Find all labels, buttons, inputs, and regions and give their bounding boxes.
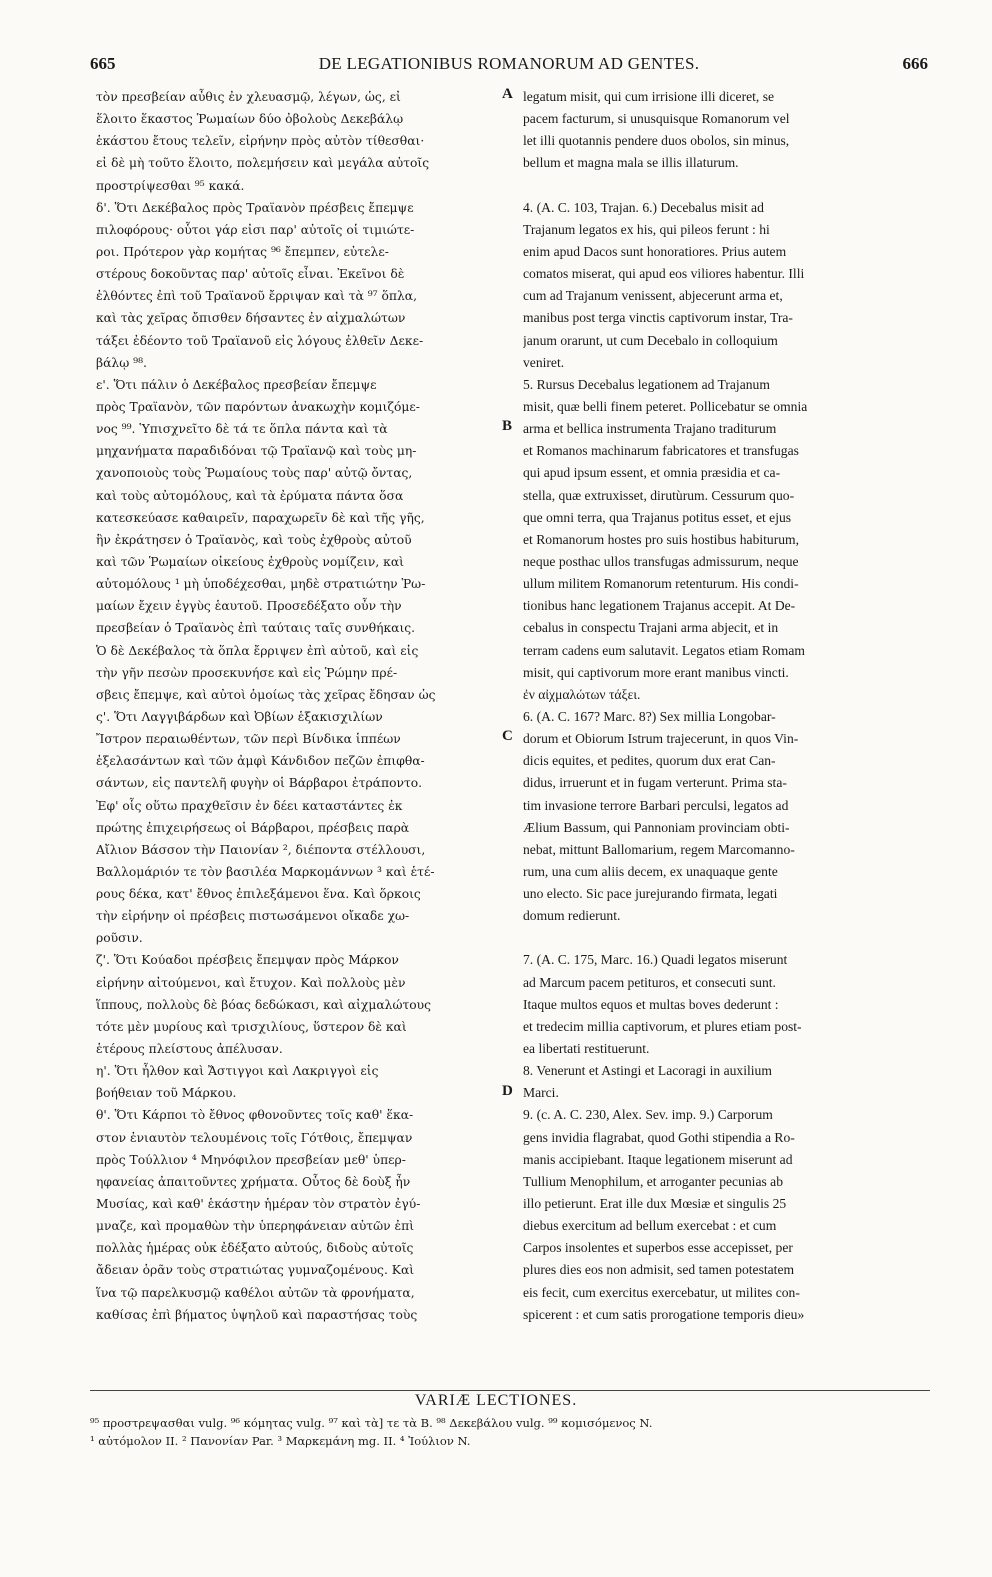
greek-text-line: Μυσίας, καὶ καθ' ἑκάστην ἡμέραν τὸν στρατὸν ἐγύ- (96, 1197, 421, 1212)
latin-text-line: cum ad Trajanum venissent, abjecerunt arma et, (523, 288, 783, 304)
latin-text-line: terram cadens eum salutavit. Legatos etiam Romam (523, 642, 805, 658)
greek-text-line: ζ'. Ὅτι Κούαδοι πρέσβεις ἔπεμψαν πρὸς Μάρκον (96, 953, 399, 968)
latin-text-line: nebat, mittunt Ballomarium, regem Marcomanno- (523, 841, 795, 857)
footnote-line: ⁹⁵ προστρεψασθαι vulg. ⁹⁶ κόμητας vulg. ⁹⁷ καὶ τὰ] τε τὰ B. ⁹⁸ Δεκεβάλου vulg. ⁹⁹ κομισόμενος N. (90, 1416, 653, 1430)
greek-text-line: ἵππους, πολλοὺς δὲ βόας δεδώκασι, καὶ αἰχμαλώτους (96, 997, 432, 1012)
latin-text-line: illo petierunt. Erat ille dux Mœsiæ et singulis 25 (523, 1196, 787, 1212)
latin-text-line: Ælium Bassum, qui Pannoniam provinciam obti- (523, 819, 790, 835)
greek-text-line: αὐτομόλους ¹ μὴ ὑποδέχεσθαι, μηδὲ στρατιώτην Ῥω- (96, 577, 426, 592)
latin-text-line: qui apud ipsum essent, et omnia præsidia et ca- (523, 465, 781, 481)
latin-text-line: gens invidia flagrabat, quod Gothi stipendia a Ro- (523, 1129, 795, 1145)
greek-text-line: πρὸς Τραϊανὸν, τῶν παρόντων ἀνακωχὴν κομιζόμε- (96, 399, 420, 414)
greek-text-line: ηφανείας ἀπαιτοῦντες χρήματα. Οὗτος δὲ δοὺξ ἦν (96, 1174, 411, 1189)
greek-text-line: πρεσβείαν ὁ Τραϊανὸς ἐπὶ ταύταις ταῖς συνθήκαις. (96, 621, 416, 636)
latin-text-line: plures dies eos non admisit, sed tamen potestatem (523, 1262, 795, 1278)
greek-column (96, 86, 498, 1326)
latin-text-line: uno electo. Sic pace jurejurando firmata, legati (523, 886, 778, 902)
running-title: DE LEGATIONIBUS ROMANORUM AD GENTES. (318, 54, 700, 73)
greek-text-line: πρὸς Τούλλιον ⁴ Μηνόφιλον πρεσβείαν μεθ' ὑπερ- (96, 1152, 406, 1167)
greek-text-line: ἄδειαν ὁρᾶν τοὺς στρατιώτας γυμναζομένους. Καὶ (96, 1263, 415, 1278)
greek-text-line: ἐξελασάντων καὶ τῶν ἀμφὶ Κάνδιδον πεζῶν ἐπιφθα- (96, 754, 425, 769)
latin-text-line: 9. (c. A. C. 230, Alex. Sev. imp. 9.) Carporum (523, 1107, 773, 1123)
footnotes (90, 1414, 930, 1450)
greek-text-line: στέρους δοκοῦντας παρ' αὐτοῖς εἶναι. Ἐκεῖνοι δὲ (96, 267, 405, 282)
greek-text-line: καὶ τῶν Ῥωμαίων οἰκείους ἐχθροὺς νομίζειν, καὶ (96, 554, 404, 569)
latin-text-line: dorum et Obiorum Istrum trajecerunt, in quos Vin- (523, 731, 799, 747)
greek-text-line: καὶ τοὺς αὐτομόλους, καὶ τὰ ἐρύματα πάντα ὅσα (96, 488, 404, 503)
greek-text-line: ε'. Ὅτι πάλιν ὁ Δεκέβαλος πρεσβείαν ἔπεμψε (96, 377, 377, 392)
latin-text-line: veniret. (523, 354, 565, 370)
latin-text-line: dicis equites, et pedites, quorum dux erat Can- (523, 753, 776, 769)
latin-text-line: rum, una cum aliis decem, ex unaquaque gente (523, 863, 778, 879)
latin-text-line: ad Marcum pacem petituros, et consecuti sunt. (523, 974, 776, 990)
latin-column (523, 86, 933, 1326)
greek-text-line: Ἴστρον περαιωθέντων, τῶν περὶ Βίνδικα ἱππέων (96, 732, 401, 747)
greek-text-line: Βαλλομάριόν τε τὸν βασιλέα Μαρκομάννων ³ καὶ ἑτέ- (96, 864, 435, 879)
latin-text-line: et tredecim millia captivorum, et plures etiam post- (523, 1018, 802, 1034)
greek-text-line: δ'. Ὅτι Δεκέβαλος πρὸς Τραϊανὸν πρέσβεις ἔπεμψε (96, 200, 414, 215)
greek-text-line: βοήθειαν τοῦ Μάρκου. (96, 1086, 237, 1101)
greek-text-line: Αἴλιον Βάσσον τὴν Παιονίαν ², διέποντα στέλλουσι, (96, 842, 426, 857)
greek-text-line: ἣν ἐκράτησεν ὁ Τραϊανὸς, καὶ τοὺς ἐχθροὺς αὐτοῦ (96, 532, 412, 547)
greek-text-line: κατεσκεύασε καθαιρεῖν, παραχωρεῖν δὲ καὶ τῆς γῆς, (96, 510, 425, 525)
section-marker: B (502, 418, 513, 435)
latin-text-line: comatos miserat, qui apud eos viliores habentur. Illi (523, 266, 805, 282)
greek-text-line: θ'. Ὅτι Κάρποι τὸ ἔθνος φθονοῦντες τοῖς καθ' ἕκα- (96, 1108, 414, 1123)
greek-text-line: νος ⁹⁹. Ὑπισχνεῖτο δὲ τά τε ὅπλα πάντα καὶ τὰ (96, 422, 388, 437)
page-header (90, 54, 928, 84)
greek-text-line: τάξει ἐδέοντο τοῦ Τραϊανοῦ εἰς λόγους ἐλθεῖν Δεκε- (96, 333, 424, 348)
greek-text-line: η'. Ὅτι ἦλθον καὶ Ἄστιγγοι καὶ Λακριγγοὶ εἰς (96, 1064, 379, 1079)
greek-text-line: εἰ δὲ μὴ τοῦτο ἕλοιτο, πολεμήσειν καὶ μεγάλα αὐτοῖς (96, 156, 430, 171)
latin-text-line: tionibus hanc legationem Trajanus accepit. At De- (523, 598, 796, 614)
page-number-right: 666 (902, 54, 928, 73)
latin-text-line: didus, irruerunt et in fugam verterunt. Prima sta- (523, 775, 787, 791)
greek-text-line: καὶ τὰς χεῖρας ὄπισθεν δήσαντες ἐν αἰχμαλώτων (96, 311, 406, 326)
latin-text-line: Itaque multos equos et multas boves dederunt : (523, 996, 779, 1012)
latin-text-line: janum orarunt, ut cum Decebalo in colloquium (523, 332, 778, 348)
greek-text-line: τὴν γῆν πεσὼν προσεκυνήσε καὶ εἰς Ῥώμην πρέ- (96, 665, 398, 680)
greek-text-line: τὸν πρεσβείαν αὖθις ἐν χλευασμῷ, λέγων, ὡς, εἰ (96, 90, 401, 104)
latin-text-line: et Romanorum hostes pro suis hostibus habiturum, (523, 531, 800, 547)
footnote-line: ¹ αὐτόμολον II. ² Πανονίαν Par. ³ Μαρκεμάνη mg. II. ⁴ Ἰούλιον N. (90, 1434, 471, 1448)
latin-text-line (523, 927, 933, 949)
latin-text-line: legatum misit, qui cum irrisione illi diceret, se (523, 89, 775, 104)
greek-text-line: πολλὰς ἡμέρας οὐκ ἐδέξατο αὐτούς, διδοὺς αὐτοῖς (96, 1241, 414, 1256)
latin-text-line: manibus post terga vinctis captivorum instar, Tra- (523, 310, 793, 326)
greek-text-line: ροι. Πρότερον γὰρ κομήτας ⁹⁶ ἔπεμπεν, εὐτελε- (96, 244, 389, 259)
variae-lectiones-title: VARIÆ LECTIONES. (414, 1392, 578, 1409)
greek-text-line: πιλοφόρους· οὗτοι γάρ εἰσι παρ' αὐτοῖς οἱ τιμιώτε- (96, 222, 415, 237)
notes-divider (90, 1390, 930, 1391)
latin-text-line (523, 175, 933, 197)
greek-text-line: ρους δέκα, κατ' ἔθνος ἐπιλεξάμενοι ἕνα. Καὶ ὅρκοις (96, 887, 421, 902)
latin-text-line: Trajanum legatos ex his, qui pileos ferunt : hi (523, 221, 770, 237)
latin-text-line: pacem facturum, si unusquisque Romanorum vel (523, 111, 790, 127)
section-marker: D (502, 1082, 513, 1099)
greek-text-line: σάντων, εἰς παντελῆ φυγὴν οἱ Βάρβαροι ἐτράποντο. (96, 776, 423, 791)
greek-text-line: καθίσας ἐπὶ βήματος ὑψηλοῦ καὶ παραστήσας τοὺς (96, 1307, 418, 1322)
greek-text-line: βάλῳ ⁹⁸. (96, 355, 147, 370)
latin-text-line: eis fecit, cum exercitus exercebatur, ut milites con- (523, 1284, 800, 1300)
greek-text-line: ροῦσιν. (96, 931, 143, 946)
greek-text-line: στον ἐνιαυτὸν τελουμένοις τοῖς Γότθοις, ἔπεμψαν (96, 1130, 413, 1145)
greek-text-line: εἰρήνην αἰτούμενοι, καὶ ἔτυχον. Καὶ πολλοὺς μὲν (96, 975, 406, 990)
latin-text-line: tim invasione terrore Barbari perculsi, legatos ad (523, 797, 789, 813)
section-marker: A (502, 86, 513, 102)
latin-text-line: domum redierunt. (523, 908, 621, 924)
greek-text-line: ἑκάστου ἔτους τελεῖν, εἰρήνην πρὸς αὐτὸν τίθεσθαι· (96, 134, 425, 149)
latin-text-line: misit, quæ belli finem peteret. Pollicebatur se omnia (523, 398, 808, 414)
greek-text-line: σβεις ἔπεμψε, καὶ αὐτοὶ ὁμοίως τὰς χεῖρας ἔδησαν ὡς (96, 687, 436, 702)
greek-text-line: ἵνα τῷ παρελκυσμῷ καθέλοι αὐτῶν τὰ φρονήματα, (96, 1285, 415, 1300)
latin-text-line: let illi quotannis pendere duos obolos, sin minus, (523, 133, 790, 149)
latin-text-line: Tullium Menophilum, et arroganter pecunias ab (523, 1173, 783, 1189)
greek-text-line: μναζε, καὶ προμαθὼν τὴν ὑπερηφάνειαν αὐτῶν ἐπὶ (96, 1219, 415, 1234)
latin-text-line: spicerent : et cum satis prorogatione temporis dieu» (523, 1306, 805, 1322)
page-number-left: 665 (90, 54, 116, 73)
latin-text-line: bellum et magna mala se illis illaturum. (523, 155, 739, 171)
greek-text-line: Ὁ δὲ Δεκέβαλος τὰ ὅπλα ἔρριψεν ἐπὶ αὐτοῦ, καὶ εἰς (96, 643, 419, 658)
greek-text-line: μηχανήματα παραδιδόναι τῷ Τραϊανῷ καὶ τοὺς μη- (96, 444, 417, 459)
latin-text-line: Marci. (523, 1085, 559, 1101)
latin-text-line: neque posthac ullos transfugas admissurum, neque (523, 553, 799, 569)
latin-text-line: 4. (A. C. 103, Trajan. 6.) Decebalus misit ad (523, 199, 764, 215)
greek-text-line: ἐλθόντες ἐπὶ τοῦ Τραϊανοῦ ἔρριψαν καὶ τὰ ⁹⁷ ὅπλα, (96, 289, 417, 304)
greek-text-line: μαίων ἔχειν ἐγγὺς ἑαυτοῦ. Προσεδέξατο οὖν τὴν (96, 599, 402, 614)
latin-text-line: 6. (A. C. 167? Marc. 8?) Sex millia Longobar- (523, 708, 776, 724)
latin-text-line: diebus exercitum ad bellum exercebat : et cum (523, 1218, 777, 1234)
greek-text-line: ἑτέρους πλείστους ἀπέλυσαν. (96, 1042, 283, 1057)
latin-text-line: ullum militem Romanorum retenturum. His condi- (523, 576, 799, 592)
latin-text-line: 7. (A. C. 175, Marc. 16.) Quadi legatos miserunt (523, 952, 788, 968)
greek-text-line: ς'. Ὅτι Λαγγιβάρδων καὶ Ὀβίων ἑξακισχιλίων (96, 709, 383, 724)
greek-text-line: ἕλοιτο ἕκαστος Ῥωμαίων δύο ὀβολοὺς Δεκεβάλῳ (96, 112, 404, 127)
latin-text-line: manis accipiebant. Itaque legationem miserunt ad (523, 1151, 793, 1167)
greek-text-line: Ἐφ' οἷς οὕτω πραχθεῖσιν ἐν δέει καταστάντες ἐκ (96, 798, 403, 813)
greek-text-line: χανοποιοὺς τοὺς Ῥωμαίους τοὺς παρ' αὐτῷ ὄντας, (96, 466, 413, 481)
variae-lectiones-heading (0, 1392, 992, 1410)
greek-text-line: πρώτης ἐπιχειρήσεως οἱ Βάρβαροι, πρέσβεις παρὰ (96, 820, 410, 835)
section-marker: C (502, 728, 513, 745)
latin-text-line: et Romanos machinarum fabricatores et transfugas (523, 443, 799, 459)
greek-text-line: τὴν εἰρήνην οἱ πρέσβεις πιστωσάμενοι οἴκαδε χω- (96, 909, 410, 924)
greek-text-line: προστρίψεσθαι ⁹⁵ κακά. (96, 178, 245, 193)
latin-text-line: ἐν αἰχμαλώτων τάξει. (523, 686, 641, 702)
latin-text-line: stella, quæ extruxisset, dirutùrum. Cessurum quo- (523, 487, 795, 503)
greek-text-line: τότε μὲν μυρίους καὶ τρισχιλίους, ὕστερον δὲ καὶ (96, 1019, 407, 1034)
latin-text-line: enim apud Dacos sunt honoratiores. Prius autem (523, 243, 787, 259)
latin-text-line: misit, qui captivorum more erant manibus vincti. (523, 664, 789, 680)
latin-text-line: arma et bellica instrumenta Trajano traditurum (523, 421, 777, 437)
latin-text-line: Carpos insolentes et superbos esse accepisset, per (523, 1240, 793, 1256)
latin-text-line: ea libertati restituerunt. (523, 1041, 650, 1057)
latin-text-line: 8. Venerunt et Astingi et Lacoragi in auxilium (523, 1063, 772, 1079)
latin-text-line: cebalus in conspectu Trajani arma abjecit, et in (523, 620, 779, 636)
latin-text-line: 5. Rursus Decebalus legationem ad Trajanum (523, 376, 770, 392)
latin-text-line: que omni terra, qua Trajanus potitus esset, et ejus (523, 509, 792, 525)
